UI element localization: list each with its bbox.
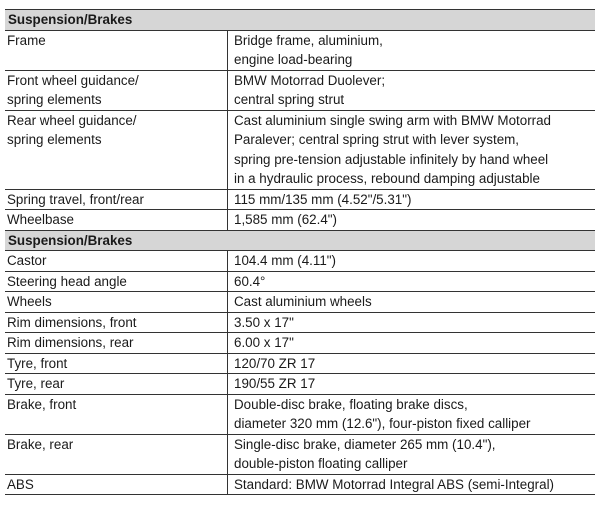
section-header-row <box>5 10 595 31</box>
spec-label: Brake, front <box>5 394 228 434</box>
spec-value: 120/70 ZR 17 <box>228 353 596 374</box>
spec-label: Wheels <box>5 292 228 313</box>
spec-label: Rim dimensions, rear <box>5 333 228 354</box>
spec-row <box>5 333 595 354</box>
spec-value: Standard: BMW Motorrad Integral ABS (semi-Integral) <box>228 474 596 495</box>
spec-label: Castor <box>5 251 228 272</box>
spec-row <box>5 374 595 395</box>
spec-value: 115 mm/135 mm (4.52"/5.31") <box>228 189 596 210</box>
spec-label: Frame <box>5 30 228 70</box>
spec-label: Steering head angle <box>5 271 228 292</box>
spec-label: Rear wheel guidance/ spring elements <box>5 110 228 189</box>
spec-label: Tyre, rear <box>5 374 228 395</box>
spec-value: 6.00 x 17" <box>228 333 596 354</box>
spec-label: ABS <box>5 474 228 495</box>
spec-value: 60.4° <box>228 271 596 292</box>
spec-row <box>5 292 595 313</box>
spec-row <box>5 70 595 110</box>
spec-table <box>5 9 595 495</box>
spec-label: Rim dimensions, front <box>5 312 228 333</box>
spec-label: Front wheel guidance/ spring elements <box>5 70 228 110</box>
spec-row <box>5 251 595 272</box>
spec-label: Brake, rear <box>5 434 228 474</box>
spec-row <box>5 474 595 495</box>
spec-row <box>5 353 595 374</box>
spec-value: 3.50 x 17" <box>228 312 596 333</box>
spec-row <box>5 271 595 292</box>
section-header-row <box>5 230 595 251</box>
spec-row <box>5 30 595 70</box>
spec-row <box>5 189 595 210</box>
spec-value: Cast aluminium single swing arm with BMW Motorrad Paralever; central spring strut with lever system, spring pre-tension adjustable infinitely by hand wheel in a hydraulic process, rebound damping adjustable <box>228 110 596 189</box>
spec-value: Bridge frame, aluminium, engine load-bearing <box>228 30 596 70</box>
spec-row <box>5 312 595 333</box>
section-title: Suspension/Brakes <box>5 230 595 251</box>
spec-value: Single-disc brake, diameter 265 mm (10.4"), double-piston floating calliper <box>228 434 596 474</box>
spec-value: 104.4 mm (4.11") <box>228 251 596 272</box>
spec-value: 1,585 mm (62.4") <box>228 210 596 231</box>
spec-value: BMW Motorrad Duolever; central spring strut <box>228 70 596 110</box>
spec-row <box>5 210 595 231</box>
spec-label: Spring travel, front/rear <box>5 189 228 210</box>
spec-value: Cast aluminium wheels <box>228 292 596 313</box>
spec-row <box>5 394 595 434</box>
section-title: Suspension/Brakes <box>5 10 595 31</box>
spec-label: Wheelbase <box>5 210 228 231</box>
spec-value: 190/55 ZR 17 <box>228 374 596 395</box>
spec-value: Double-disc brake, floating brake discs, diameter 320 mm (12.6"), four-piston fixed calliper <box>228 394 596 434</box>
spec-row <box>5 434 595 474</box>
spec-row <box>5 110 595 189</box>
spec-label: Tyre, front <box>5 353 228 374</box>
